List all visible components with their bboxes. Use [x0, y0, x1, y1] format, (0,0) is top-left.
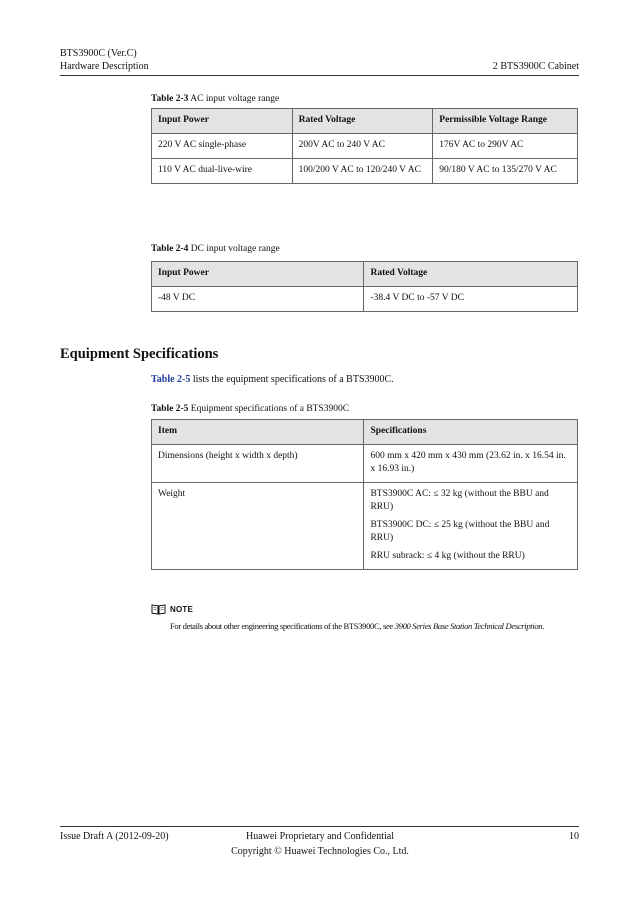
header-chapter: 2 BTS3900C Cabinet	[492, 61, 579, 72]
table23-caption-num: Table 2-3	[151, 94, 189, 104]
table25-header-specifications: Specifications	[364, 420, 578, 445]
table-row	[152, 287, 578, 312]
table23-header-permissible-range: Permissible Voltage Range	[433, 109, 578, 134]
weight-spec-dc: BTS3900C DC: ≤ 25 kg (without the BBU and RRU)	[370, 520, 550, 543]
footer-rule	[60, 826, 579, 827]
footer-page-number: 10	[569, 831, 579, 842]
table-cell: -48 V DC	[152, 287, 364, 312]
table-header-row	[152, 109, 578, 134]
table25-caption-num: Table 2-5	[151, 404, 189, 414]
note-text-suffix: .	[542, 621, 545, 631]
header-product: BTS3900C (Ver.C)	[60, 48, 137, 59]
header-rule	[60, 75, 579, 76]
table24-header-input-power: Input Power	[152, 262, 364, 287]
table-header-row	[152, 262, 578, 287]
table23-header-input-power: Input Power	[152, 109, 293, 134]
table-row	[152, 134, 578, 159]
section-intro	[151, 374, 394, 385]
table25-header-item: Item	[152, 420, 364, 445]
table-cell: 110 V AC dual-live-wire	[152, 159, 293, 184]
table-row	[152, 445, 578, 483]
table-cell: 100/200 V AC to 120/240 V AC	[292, 159, 433, 184]
table-cell: -38.4 V DC to -57 V DC	[364, 287, 578, 312]
table24-caption	[151, 244, 280, 254]
table-cell: 176V AC to 290V AC	[433, 134, 578, 159]
note-label: NOTE	[170, 605, 194, 614]
table24-caption-text: DC input voltage range	[188, 244, 280, 254]
table23-caption	[151, 94, 279, 104]
note-text-prefix: For details about other engineering specifications of the BTS3900C, see	[170, 621, 395, 631]
table-cell: Weight	[152, 483, 364, 570]
footer-issue: Issue Draft A (2012-09-20)	[60, 831, 169, 842]
section-title: Equipment Specifications	[60, 346, 219, 362]
table24	[151, 261, 578, 312]
footer-copyright: Copyright © Huawei Technologies Co., Ltd.	[231, 846, 409, 857]
table-cell: Dimensions (height x width x depth)	[152, 445, 364, 483]
table23	[151, 108, 578, 184]
table25	[151, 419, 578, 570]
weight-spec-rru: RRU subrack: ≤ 4 kg (without the RRU)	[370, 551, 525, 561]
table-cell: 600 mm x 420 mm x 430 mm (23.62 in. x 16.54 in. x 16.93 in.)	[364, 445, 578, 483]
table25-caption-text: Equipment specifications of a BTS3900C	[188, 404, 350, 414]
table23-header-rated-voltage: Rated Voltage	[292, 109, 433, 134]
footer-proprietary: Huawei Proprietary and Confidential	[245, 831, 394, 842]
table25-link[interactable]: Table 2-5	[151, 374, 191, 385]
table-header-row	[152, 420, 578, 445]
table23-caption-text: AC input voltage range	[188, 94, 280, 104]
table24-header-rated-voltage: Rated Voltage	[364, 262, 578, 287]
table-row	[152, 483, 578, 570]
table-cell: 90/180 V AC to 135/270 V AC	[433, 159, 578, 184]
table-cell: 200V AC to 240 V AC	[292, 134, 433, 159]
note-text	[170, 619, 585, 633]
table24-caption-num: Table 2-4	[151, 244, 189, 254]
table-cell: 220 V AC single-phase	[152, 134, 293, 159]
section-intro-text: lists the equipment specifications of a BTS3900C.	[190, 374, 394, 385]
table-cell	[364, 483, 578, 570]
table-row	[152, 159, 578, 184]
weight-spec-ac: BTS3900C AC: ≤ 32 kg (without the BBU and RRU)	[370, 489, 549, 512]
note-book-icon	[151, 604, 166, 615]
header-doc-type: Hardware Description	[60, 61, 149, 72]
note-text-ref: 3900 Series Base Station Technical Description	[394, 621, 543, 631]
table25-caption	[151, 404, 349, 414]
